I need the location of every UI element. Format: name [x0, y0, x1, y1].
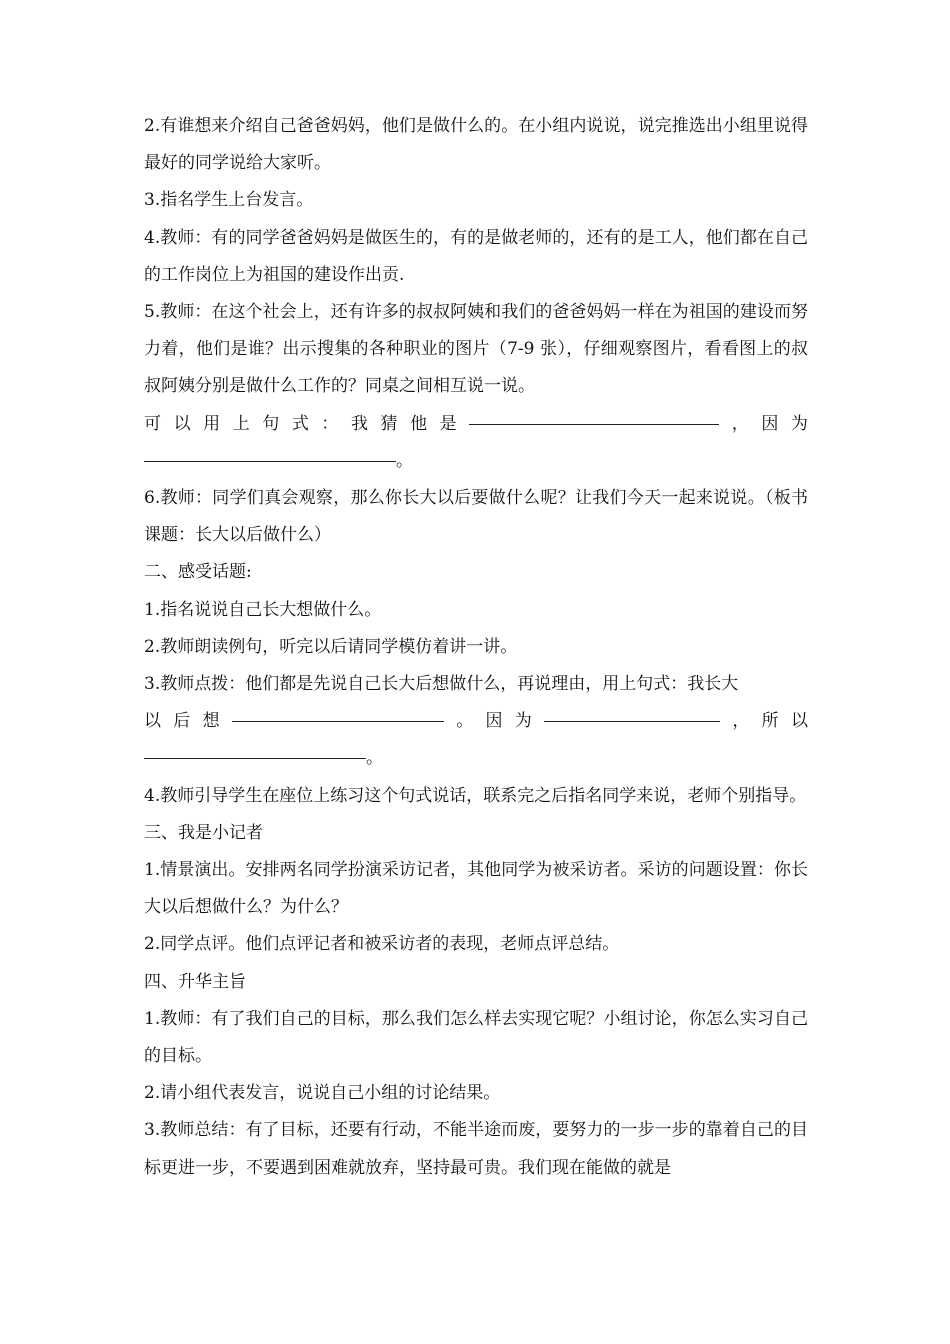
- fill-blank-line: [469, 424, 719, 425]
- paragraph-teacher-summary: 3.教师总结：有了目标，还要有行动，不能半途而废，要努力的一步一步的靠着自己的目标更进一步，不要遇到困难就放弃，坚持最可贵。我们现在能做的就是: [144, 1120, 808, 1178]
- char: 所: [761, 711, 779, 732]
- char: ：: [321, 413, 339, 434]
- char: 是: [439, 413, 457, 434]
- char: 猜: [380, 413, 398, 434]
- char: ，: [732, 711, 750, 732]
- paragraph-group-report: 2.请小组代表发言，说说自己小组的讨论结果。: [144, 1083, 501, 1104]
- section-heading-3: 三、我是小记者: [144, 822, 263, 843]
- sentence-pattern-guess: [144, 406, 808, 443]
- fill-blank-line: [144, 461, 396, 462]
- char: 以: [790, 711, 808, 732]
- char: 以: [173, 413, 191, 434]
- paragraph-peer-review: 2.同学点评。他们点评记者和被采访者的表现，老师点评总结。: [144, 934, 620, 955]
- sentence-pattern-guess-line2: [144, 443, 808, 480]
- char: 句: [262, 413, 280, 434]
- char: 上: [232, 413, 250, 434]
- char: 想: [202, 711, 220, 732]
- paragraph-teacher-guidance: 3.教师点拨：他们都是先说自己长大后想做什么，再说理由，用上句式：我长大: [144, 674, 739, 695]
- char: 因: [485, 711, 503, 732]
- char: 。: [366, 748, 383, 769]
- paragraph-future-question: 6.教师：同学们真会观察，那么你长大以后要做什么呢？让我们今天一起来说说。（板书课题：长大以后做什么）: [144, 488, 808, 546]
- paragraph-intro-parents: 2.有谁想来介绍自己爸爸妈妈，他们是做什么的。在小组内说说，说完推选出小组里说得最好的同学说给大家听。: [144, 116, 808, 174]
- paragraph-ask-students: 1.指名说说自己长大想做什么。: [144, 599, 382, 620]
- paragraph-role-play: 1.情景演出。安排两名同学扮演采访记者，其他同学为被采访者。采访的问题设置：你长大以后想做什么？为什么？: [144, 860, 808, 918]
- char: 我: [350, 413, 368, 434]
- char: 以: [144, 711, 161, 732]
- paragraph-goals: 1.教师：有了我们自己的目标，那么我们怎么样去实现它呢？小组讨论，你怎么实习自己的目标。: [144, 1008, 808, 1067]
- paragraph-teacher-reading: 2.教师朗读例句，听完以后请同学模仿着讲一讲。: [144, 636, 518, 657]
- char: 。: [396, 450, 413, 471]
- char: 为: [790, 413, 808, 434]
- char: 因: [761, 413, 779, 434]
- char: ，: [731, 413, 749, 434]
- paragraph-teacher-society: 5.教师：在这个社会上，还有许多的叔叔阿姨和我们的爸爸妈妈一样在为祖国的建设而努力着，他们是谁？出示搜集的各种职业的图片（7-9 张），仔细观察图片，看看图上的叔叔阿姨分别是做什么工作的？同桌之间相互说一说。: [144, 302, 808, 397]
- paragraph-teacher-professions: 4.教师：有的同学爸爸妈妈是做医生的，有的是做老师的，还有的是工人，他们都在自己的工作岗位上为祖国的建设作出贡.: [144, 227, 808, 285]
- fill-blank-line: [232, 721, 444, 722]
- char: 可: [144, 413, 161, 434]
- section-heading-4: 四、升华主旨: [144, 971, 246, 992]
- document-page: [144, 108, 808, 1187]
- char: 他: [410, 413, 428, 434]
- char: 用: [203, 413, 221, 434]
- sentence-pattern-future-line2: [144, 740, 808, 777]
- fill-blank-line: [544, 721, 720, 722]
- section-heading-2: 二、感受话题:: [144, 562, 252, 583]
- sentence-pattern-future: [144, 703, 808, 740]
- paragraph-practice: 4.教师引导学生在座位上练习这个句式说话，联系完之后指名同学来说，老师个别指导。: [144, 785, 807, 806]
- char: 。: [456, 711, 474, 732]
- char: 为: [514, 711, 532, 732]
- fill-blank-line: [144, 758, 366, 759]
- char: 式: [291, 413, 309, 434]
- paragraph-student-speech: 3.指名学生上台发言。: [144, 190, 314, 211]
- char: 后: [173, 711, 191, 732]
